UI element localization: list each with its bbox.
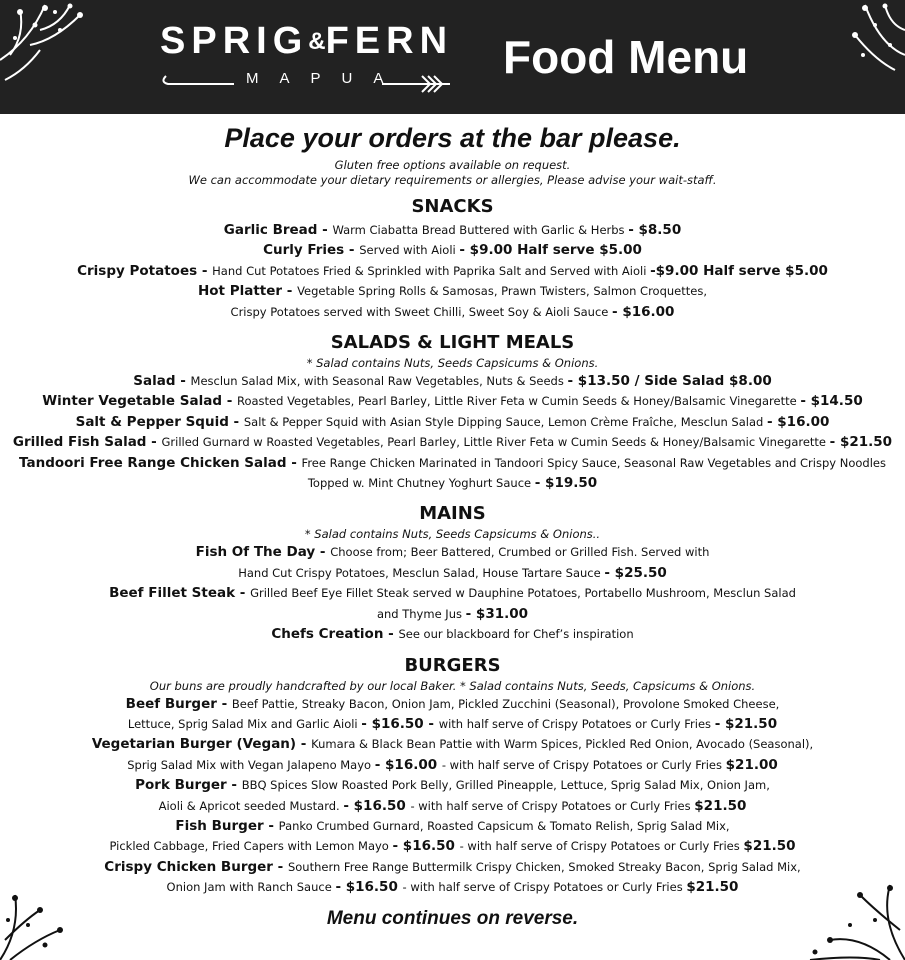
menu-item-line: Salad - Mesclun Salad Mix, with Seasonal Raw Vegetables, Nuts & Seeds - $13.50 / Side Salad $8.00 — [133, 373, 772, 390]
menu-item-line: Grilled Fish Salad - Grilled Gurnard w Roasted Vegetables, Pearl Barley, Little River Feta w Cumin Seeds & Honey/Balsamic Vinegarette - $21.50 — [12, 434, 893, 451]
fern-decoration-icon — [800, 880, 905, 960]
menu-item-line: Chefs Creation - See our blackboard for Chef’s inspiration — [271, 626, 634, 643]
dietary-note: We can accommodate your dietary requirements or allergies, Please advise your wait-staff. — [188, 173, 717, 187]
menu-title: Food Menu — [503, 31, 749, 83]
menu-item-line: Winter Vegetable Salad - Roasted Vegetables, Pearl Barley, Little River Feta w Cumin Seeds & Honey/Balsamic Vinegarette - $14.50 — [42, 393, 863, 410]
menu-item-line: Beef Burger - Beef Pattie, Streaky Bacon, Onion Jam, Pickled Zucchini (Seasonal), Provolone Smoked Cheese, — [125, 695, 780, 712]
menu-item-line: Hand Cut Crispy Potatoes, Mesclun Salad, House Tartare Sauce - $25.50 — [238, 564, 667, 581]
section-heading-snacks: SNACKS — [411, 196, 494, 217]
header-bar — [0, 0, 905, 114]
menu-item-line: Topped w. Mint Chutney Yoghurt Sauce - $19.50 — [307, 475, 598, 492]
menu-item-line: Fish Of The Day - Choose from; Beer Battered, Crumbed or Grilled Fish. Served with — [195, 544, 710, 561]
fern-decoration-icon — [0, 0, 95, 90]
salads-list — [0, 371, 905, 493]
menu-item-line: Salt & Pepper Squid - Salt & Pepper Squid with Asian Style Dipping Sauce, Lemon Crème Fraîche, Mesclun Salad - $16.00 — [75, 413, 830, 430]
gluten-free-note: Gluten free options available on request. — [334, 158, 571, 172]
menu-item-line: Garlic Bread - Warm Ciabatta Bread Buttered with Garlic & Herbs - $8.50 — [223, 222, 682, 238]
menu-item-line: Tandoori Free Range Chicken Salad - Free Range Chicken Marinated in Tandoori Spicy Sauce, Seasonal Raw Vegetables and Crispy Noodles — [19, 454, 886, 471]
order-instruction: Place your orders at the bar please. — [224, 123, 681, 153]
logo-wordmark: SPRIG&FERN — [160, 20, 454, 62]
snacks-list — [0, 220, 905, 322]
menu-item-line: Beef Fillet Steak - Grilled Beef Eye Fillet Steak served w Dauphine Potatoes, Portabello Mushroom, Mesclun Salad — [109, 585, 796, 602]
menu-item-line: Sprig Salad Mix with Vegan Jalapeno Mayo - $16.00 - with half serve of Crispy Potatoes or Curly Fries $21.00 — [127, 756, 778, 773]
section-heading-salads: SALADS & LIGHT MEALS — [330, 332, 575, 354]
section-heading-mains: MAINS — [419, 503, 486, 525]
menu-content — [0, 118, 905, 931]
menu-item-line: Crispy Chicken Burger - Southern Free Range Buttermilk Crispy Chicken, Smoked Streaky Bacon, Sprig Salad Mix, — [104, 858, 801, 875]
menu-item-line: Pickled Cabbage, Fried Capers with Lemon Mayo - $16.50 - with half serve of Crispy Potatoes or Curly Fries $21.50 — [109, 838, 796, 855]
menu-item-line: Crispy Potatoes served with Sweet Chilli, Sweet Soy & Aioli Sauce - $16.00 — [230, 303, 675, 320]
menu-item-line: Curly Fries - Served with Aioli - $9.00 Half serve $5.00 — [263, 242, 642, 259]
menu-item-line: Pork Burger - BBQ Spices Slow Roasted Pork Belly, Grilled Pineapple, Lettuce, Sprig Salad Mix, Onion Jam, — [135, 777, 770, 794]
fern-decoration-icon — [835, 0, 905, 90]
menu-item-line: Vegetarian Burger (Vegan) - Kumara & Black Bean Pattie with Warm Spices, Pickled Red Onion, Avocado (Seasonal), — [91, 736, 814, 753]
menu-item-line: Crispy Potatoes - Hand Cut Potatoes Fried & Sprinkled with Paprika Salt and Served with Aioli -$9.00 Half serve $5.00 — [77, 262, 828, 279]
mains-allergen-note: * Salad contains Nuts, Seeds Capsicums & Onions.. — [304, 527, 601, 542]
logo-location: MAPUA — [246, 70, 405, 87]
burgers-note: Our buns are proudly handcrafted by our local Baker. * Salad contains Nuts, Seeds, Capsicums & Onions. — [149, 678, 756, 693]
continues-note: Menu continues on reverse. — [326, 907, 579, 929]
menu-item-line: Hot Platter - Vegetable Spring Rolls & Samosas, Prawn Twisters, Salmon Croquettes, — [197, 283, 708, 300]
mains-list — [0, 542, 905, 644]
salad-allergen-note: * Salad contains Nuts, Seeds Capsicums & Onions. — [306, 356, 599, 371]
menu-item-line: Aioli & Apricot seeded Mustard. - $16.50 - with half serve of Crispy Potatoes or Curly Fries $21.50 — [158, 797, 747, 814]
fern-decoration-icon — [0, 890, 75, 960]
burgers-list — [0, 694, 905, 898]
menu-item-line: and Thyme Jus - $31.00 — [376, 605, 529, 622]
menu-item-line: Onion Jam with Ranch Sauce - $16.50 - with half serve of Crispy Potatoes or Curly Fries $21.50 — [166, 879, 739, 896]
menu-item-line: Fish Burger - Panko Crumbed Gurnard, Roasted Capsicum & Tomato Relish, Sprig Salad Mix, — [175, 817, 730, 834]
section-heading-burgers: BURGERS — [404, 654, 501, 676]
menu-item-line: Lettuce, Sprig Salad Mix and Garlic Aioli - $16.50 - with half serve of Crispy Potatoes or Curly Fries - $21.50 — [127, 715, 778, 732]
